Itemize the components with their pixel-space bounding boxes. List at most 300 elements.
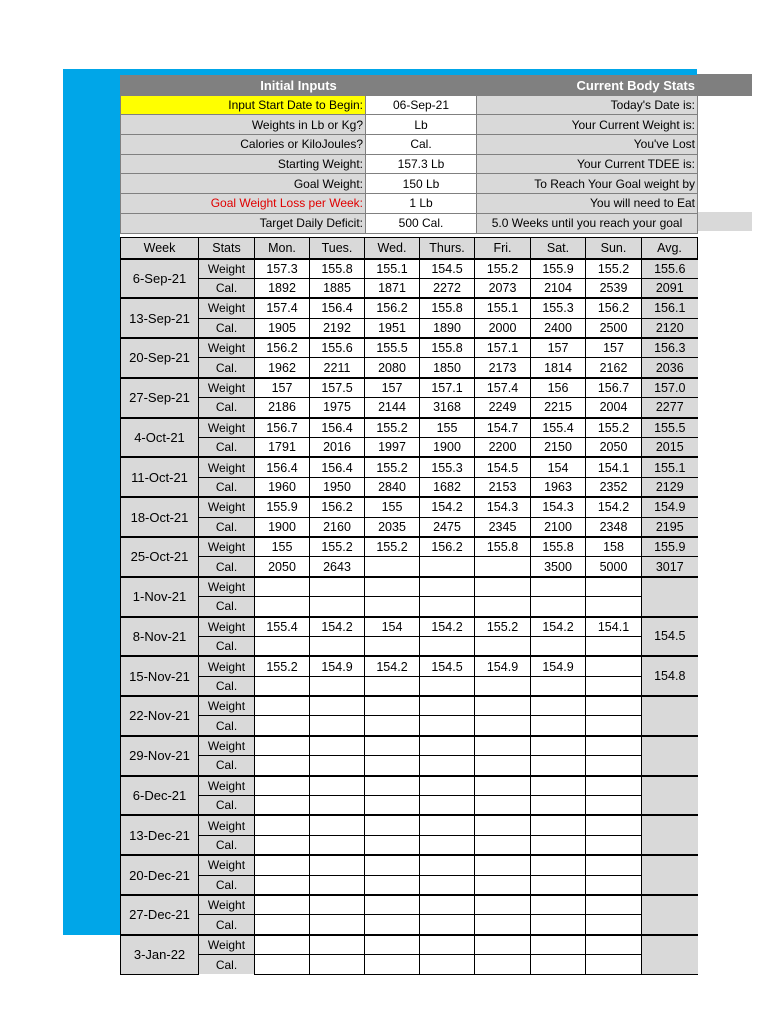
weight-cell[interactable]: 156.2 xyxy=(365,298,420,318)
calorie-cell[interactable] xyxy=(586,597,642,617)
stat-label-calories: Cal. xyxy=(199,636,255,656)
calorie-cell[interactable] xyxy=(255,796,310,816)
weight-cell[interactable] xyxy=(310,736,365,756)
calorie-cell[interactable] xyxy=(475,597,531,617)
calorie-cell[interactable] xyxy=(586,796,642,816)
stat-label-calories: Cal. xyxy=(199,955,255,974)
calorie-cell[interactable] xyxy=(365,597,420,617)
calorie-cell[interactable]: 2345 xyxy=(475,517,531,537)
calorie-cell[interactable] xyxy=(310,756,365,776)
weight-cell[interactable]: 155.2 xyxy=(586,259,642,279)
calorie-cell[interactable] xyxy=(365,915,420,935)
week-calorie-row xyxy=(121,477,698,497)
calorie-cell[interactable]: 2348 xyxy=(586,517,642,537)
calorie-cell[interactable]: 2050 xyxy=(586,438,642,458)
weight-cell[interactable] xyxy=(310,855,365,875)
calorie-cell[interactable] xyxy=(310,676,365,696)
weight-cell[interactable]: 156 xyxy=(531,378,586,398)
weight-cell[interactable]: 157 xyxy=(365,378,420,398)
weight-cell[interactable] xyxy=(310,577,365,597)
calorie-cell[interactable] xyxy=(310,875,365,895)
input-value-cell[interactable]: Cal. xyxy=(366,135,477,155)
weight-cell[interactable]: 156.2 xyxy=(586,298,642,318)
weight-cell[interactable]: 157 xyxy=(255,378,310,398)
weight-cell[interactable] xyxy=(365,776,420,796)
weight-cell[interactable]: 156.2 xyxy=(420,537,475,557)
weight-cell[interactable] xyxy=(531,577,586,597)
calorie-cell[interactable] xyxy=(310,955,365,974)
calorie-cell[interactable] xyxy=(586,835,642,855)
calorie-cell[interactable] xyxy=(475,676,531,696)
calorie-cell[interactable]: 2162 xyxy=(586,358,642,378)
weight-cell[interactable] xyxy=(586,935,642,955)
weight-cell[interactable] xyxy=(475,855,531,875)
column-header: Avg. xyxy=(642,237,698,259)
calorie-cell[interactable] xyxy=(365,756,420,776)
calorie-cell[interactable] xyxy=(310,915,365,935)
weight-cell[interactable]: 154.2 xyxy=(586,497,642,517)
week-calorie-row xyxy=(121,438,698,458)
weight-cell[interactable]: 154.2 xyxy=(310,617,365,637)
calorie-cell[interactable] xyxy=(586,955,642,974)
calorie-cell[interactable]: 2475 xyxy=(420,517,475,537)
weight-cell[interactable]: 154.9 xyxy=(475,656,531,676)
calorie-cell[interactable] xyxy=(586,676,642,696)
weight-cell[interactable]: 154.9 xyxy=(310,656,365,676)
calorie-cell[interactable] xyxy=(365,557,420,577)
weight-cell[interactable] xyxy=(420,895,475,915)
weight-cell[interactable] xyxy=(586,577,642,597)
calorie-cell[interactable] xyxy=(365,835,420,855)
calorie-cell[interactable] xyxy=(255,676,310,696)
calorie-cell[interactable] xyxy=(531,636,586,656)
calorie-cell[interactable]: 2352 xyxy=(586,477,642,497)
input-value-cell[interactable]: 1 Lb xyxy=(366,194,477,214)
weight-cell[interactable]: 154.5 xyxy=(420,259,475,279)
calorie-cell[interactable]: 2400 xyxy=(531,318,586,338)
calorie-cell[interactable] xyxy=(475,796,531,816)
weight-cell[interactable] xyxy=(310,815,365,835)
input-value-cell[interactable]: 157.3 Lb xyxy=(366,154,477,174)
weight-cell[interactable] xyxy=(420,935,475,955)
calorie-cell[interactable]: 1960 xyxy=(255,477,310,497)
weight-cell[interactable]: 155.1 xyxy=(475,298,531,318)
input-value-cell[interactable]: Lb xyxy=(366,115,477,135)
week-label: 20-Dec-21 xyxy=(121,855,199,895)
calorie-cell[interactable]: 2080 xyxy=(365,358,420,378)
weight-cell[interactable]: 155.8 xyxy=(420,338,475,358)
calorie-cell[interactable]: 2160 xyxy=(310,517,365,537)
stat-label-weight: Weight xyxy=(199,577,255,597)
stat-label-calories: Cal. xyxy=(199,318,255,338)
calorie-cell[interactable]: 3168 xyxy=(420,398,475,418)
weight-cell[interactable] xyxy=(531,736,586,756)
weight-cell[interactable]: 157.1 xyxy=(420,378,475,398)
calorie-cell[interactable]: 2016 xyxy=(310,438,365,458)
calorie-cell[interactable] xyxy=(420,835,475,855)
weight-cell[interactable]: 157.4 xyxy=(255,298,310,318)
weight-cell[interactable]: 156.2 xyxy=(255,338,310,358)
calorie-cell[interactable] xyxy=(420,915,475,935)
weight-cell[interactable] xyxy=(586,895,642,915)
week-weight-row xyxy=(121,418,698,438)
stat-label-calories: Cal. xyxy=(199,557,255,577)
calorie-cell[interactable]: 2249 xyxy=(475,398,531,418)
current-stat-label: You've Lost xyxy=(477,135,698,155)
week-label: 8-Nov-21 xyxy=(121,617,199,657)
calorie-cell[interactable]: 1900 xyxy=(255,517,310,537)
weight-cell[interactable]: 157.3 xyxy=(255,259,310,279)
weight-cell[interactable]: 155.2 xyxy=(310,537,365,557)
weight-cell[interactable]: 154.2 xyxy=(531,617,586,637)
weight-cell[interactable]: 154.2 xyxy=(365,656,420,676)
calorie-cell[interactable]: 2539 xyxy=(586,278,642,298)
calorie-cell[interactable]: 1892 xyxy=(255,278,310,298)
weight-cell[interactable]: 157.1 xyxy=(475,338,531,358)
calorie-cell[interactable]: 1950 xyxy=(310,477,365,497)
weight-cell[interactable] xyxy=(255,736,310,756)
weekly-tracker-table xyxy=(120,237,698,975)
calorie-cell[interactable] xyxy=(255,636,310,656)
calorie-cell[interactable]: 2035 xyxy=(365,517,420,537)
calorie-cell[interactable]: 1890 xyxy=(420,318,475,338)
weight-cell[interactable] xyxy=(310,895,365,915)
weight-cell[interactable] xyxy=(586,855,642,875)
weight-cell[interactable]: 154 xyxy=(531,457,586,477)
weight-cell[interactable] xyxy=(365,935,420,955)
input-value-cell[interactable]: 500 Cal. xyxy=(366,213,477,233)
calorie-cell[interactable]: 2100 xyxy=(531,517,586,537)
weight-cell[interactable]: 156.4 xyxy=(255,457,310,477)
weight-cell[interactable]: 155.8 xyxy=(475,537,531,557)
weight-cell[interactable] xyxy=(475,895,531,915)
weight-cell[interactable]: 155.2 xyxy=(475,259,531,279)
calorie-cell[interactable] xyxy=(475,557,531,577)
calorie-cell[interactable] xyxy=(531,756,586,776)
weight-cell[interactable] xyxy=(365,815,420,835)
weight-cell[interactable]: 155.6 xyxy=(310,338,365,358)
weight-cell[interactable] xyxy=(475,776,531,796)
calorie-cell[interactable] xyxy=(310,597,365,617)
calorie-cell[interactable]: 1871 xyxy=(365,278,420,298)
weight-cell[interactable]: 155.9 xyxy=(255,497,310,517)
weight-cell[interactable]: 154.1 xyxy=(586,617,642,637)
week-label: 27-Sep-21 xyxy=(121,378,199,418)
weight-cell[interactable]: 155.8 xyxy=(310,259,365,279)
weight-cell[interactable]: 155.5 xyxy=(365,338,420,358)
weight-cell[interactable] xyxy=(475,577,531,597)
week-calorie-row xyxy=(121,636,698,656)
input-row xyxy=(121,194,698,214)
stat-label-weight: Weight xyxy=(199,378,255,398)
weight-cell[interactable] xyxy=(586,815,642,835)
weight-cell[interactable]: 157.4 xyxy=(475,378,531,398)
weight-cell[interactable] xyxy=(420,696,475,716)
calorie-cell[interactable] xyxy=(255,875,310,895)
weight-cell[interactable] xyxy=(420,736,475,756)
weight-cell[interactable]: 155 xyxy=(365,497,420,517)
week-label: 6-Sep-21 xyxy=(121,259,199,299)
calorie-cell[interactable] xyxy=(531,597,586,617)
calorie-cell[interactable] xyxy=(420,955,475,974)
weight-cell[interactable]: 154.2 xyxy=(420,497,475,517)
weight-cell[interactable] xyxy=(531,855,586,875)
weight-cell[interactable]: 155.8 xyxy=(420,298,475,318)
calorie-cell[interactable] xyxy=(586,915,642,935)
weight-cell[interactable] xyxy=(420,855,475,875)
calorie-cell[interactable] xyxy=(531,716,586,736)
column-header: Wed. xyxy=(365,237,420,259)
calorie-cell[interactable] xyxy=(586,756,642,776)
calorie-cell[interactable] xyxy=(475,636,531,656)
weight-cell[interactable]: 154 xyxy=(365,617,420,637)
week-label: 27-Dec-21 xyxy=(121,895,199,935)
calorie-cell[interactable] xyxy=(531,835,586,855)
week-label: 15-Nov-21 xyxy=(121,656,199,696)
weight-cell[interactable] xyxy=(531,895,586,915)
calorie-cell[interactable] xyxy=(531,955,586,974)
weight-cell[interactable]: 155.4 xyxy=(531,418,586,438)
weight-cell[interactable] xyxy=(586,696,642,716)
weight-cell[interactable] xyxy=(365,855,420,875)
week-calorie-row xyxy=(121,597,698,617)
calorie-cell[interactable]: 1905 xyxy=(255,318,310,338)
week-label: 4-Oct-21 xyxy=(121,418,199,458)
stat-label-calories: Cal. xyxy=(199,676,255,696)
weight-average: 154.8 xyxy=(642,656,698,696)
calorie-cell[interactable] xyxy=(475,915,531,935)
calorie-cell[interactable] xyxy=(586,875,642,895)
weight-cell[interactable]: 155.3 xyxy=(531,298,586,318)
weight-cell[interactable] xyxy=(255,577,310,597)
weight-cell[interactable] xyxy=(475,736,531,756)
weight-cell[interactable] xyxy=(310,776,365,796)
weight-cell[interactable]: 154.3 xyxy=(531,497,586,517)
calorie-cell[interactable] xyxy=(586,716,642,736)
calorie-cell[interactable]: 2153 xyxy=(475,477,531,497)
calorie-cell[interactable]: 2173 xyxy=(475,358,531,378)
calorie-cell[interactable]: 1951 xyxy=(365,318,420,338)
spreadsheet xyxy=(120,75,697,972)
input-value-cell[interactable]: 06-Sep-21 xyxy=(366,95,477,115)
weight-cell[interactable] xyxy=(475,696,531,716)
calorie-cell[interactable] xyxy=(365,875,420,895)
weight-cell[interactable]: 156.4 xyxy=(310,298,365,318)
calorie-cell[interactable] xyxy=(531,676,586,696)
calorie-cell[interactable] xyxy=(365,716,420,736)
calorie-cell[interactable] xyxy=(420,557,475,577)
weight-cell[interactable]: 155.3 xyxy=(420,457,475,477)
weight-cell[interactable]: 154.9 xyxy=(531,656,586,676)
calorie-cell[interactable] xyxy=(310,636,365,656)
calorie-cell[interactable] xyxy=(475,875,531,895)
calorie-cell[interactable]: 1850 xyxy=(420,358,475,378)
calorie-cell[interactable] xyxy=(255,955,310,974)
stat-label-calories: Cal. xyxy=(199,875,255,895)
week-label: 13-Sep-21 xyxy=(121,298,199,338)
stat-label-weight: Weight xyxy=(199,815,255,835)
calorie-cell[interactable]: 1885 xyxy=(310,278,365,298)
calorie-cell[interactable]: 2150 xyxy=(531,438,586,458)
weight-cell[interactable] xyxy=(475,935,531,955)
weight-cell[interactable] xyxy=(586,736,642,756)
calorie-cell[interactable]: 1962 xyxy=(255,358,310,378)
weight-cell[interactable] xyxy=(365,577,420,597)
calorie-cell[interactable] xyxy=(420,756,475,776)
calorie-cell[interactable] xyxy=(420,597,475,617)
weight-cell[interactable] xyxy=(531,935,586,955)
weight-cell[interactable]: 155.2 xyxy=(586,418,642,438)
calorie-cell[interactable] xyxy=(420,636,475,656)
weight-cell[interactable] xyxy=(586,776,642,796)
weight-cell[interactable] xyxy=(531,696,586,716)
week-weight-row xyxy=(121,497,698,517)
weight-cell[interactable] xyxy=(365,696,420,716)
weight-cell[interactable]: 155.2 xyxy=(365,537,420,557)
table-header-row xyxy=(121,237,698,259)
weight-cell[interactable]: 154.5 xyxy=(475,457,531,477)
calorie-cell[interactable] xyxy=(310,796,365,816)
stat-label-calories: Cal. xyxy=(199,597,255,617)
weight-average xyxy=(642,895,698,935)
calorie-cell[interactable]: 1975 xyxy=(310,398,365,418)
calorie-cell[interactable] xyxy=(420,676,475,696)
calorie-cell[interactable] xyxy=(420,796,475,816)
weight-cell[interactable]: 154.7 xyxy=(475,418,531,438)
weight-average: 155.9 xyxy=(642,537,698,557)
weight-cell[interactable] xyxy=(586,656,642,676)
calorie-cell[interactable] xyxy=(255,716,310,736)
weight-cell[interactable] xyxy=(310,696,365,716)
weight-cell[interactable]: 156.2 xyxy=(310,497,365,517)
weight-cell[interactable]: 155 xyxy=(420,418,475,438)
initial-inputs-title: Initial Inputs xyxy=(121,76,477,96)
calorie-cell[interactable]: 2500 xyxy=(586,318,642,338)
weight-cell[interactable] xyxy=(255,815,310,835)
calorie-cell[interactable] xyxy=(531,875,586,895)
weight-cell[interactable] xyxy=(365,895,420,915)
calorie-cell[interactable] xyxy=(475,716,531,736)
weight-cell[interactable] xyxy=(255,895,310,915)
calorie-cell[interactable]: 5000 xyxy=(586,557,642,577)
calorie-cell[interactable] xyxy=(310,716,365,736)
weight-cell[interactable]: 155.2 xyxy=(365,457,420,477)
week-label: 18-Oct-21 xyxy=(121,497,199,537)
weight-cell[interactable]: 155.4 xyxy=(255,617,310,637)
calorie-cell[interactable] xyxy=(475,756,531,776)
calorie-cell[interactable]: 2144 xyxy=(365,398,420,418)
weight-cell[interactable]: 154.1 xyxy=(586,457,642,477)
calorie-cell[interactable]: 1963 xyxy=(531,477,586,497)
weight-cell[interactable]: 157 xyxy=(586,338,642,358)
input-label: Starting Weight: xyxy=(121,154,366,174)
calorie-cell[interactable]: 2211 xyxy=(310,358,365,378)
weight-cell[interactable] xyxy=(531,776,586,796)
weight-cell[interactable]: 155.1 xyxy=(365,259,420,279)
calorie-cell[interactable] xyxy=(365,676,420,696)
calorie-cell[interactable]: 2186 xyxy=(255,398,310,418)
calorie-cell[interactable]: 1682 xyxy=(420,477,475,497)
calorie-cell[interactable]: 1791 xyxy=(255,438,310,458)
calorie-cell[interactable] xyxy=(531,796,586,816)
weight-cell[interactable]: 154.3 xyxy=(475,497,531,517)
week-weight-row xyxy=(121,815,698,835)
weight-cell[interactable]: 154.5 xyxy=(420,656,475,676)
calorie-cell[interactable] xyxy=(365,636,420,656)
weight-cell[interactable]: 155.2 xyxy=(475,617,531,637)
calorie-cell[interactable] xyxy=(475,835,531,855)
calorie-cell[interactable]: 2840 xyxy=(365,477,420,497)
calorie-cell[interactable] xyxy=(365,796,420,816)
weight-cell[interactable] xyxy=(420,577,475,597)
stat-label-calories: Cal. xyxy=(199,756,255,776)
calorie-cell[interactable]: 1997 xyxy=(365,438,420,458)
calorie-cell[interactable]: 2192 xyxy=(310,318,365,338)
calorie-cell[interactable]: 2215 xyxy=(531,398,586,418)
weight-cell[interactable] xyxy=(310,935,365,955)
calorie-cell[interactable] xyxy=(420,716,475,736)
calorie-cell[interactable]: 2000 xyxy=(475,318,531,338)
calorie-cell[interactable] xyxy=(586,636,642,656)
calorie-cell[interactable] xyxy=(310,835,365,855)
calorie-cell[interactable]: 1814 xyxy=(531,358,586,378)
weight-cell[interactable] xyxy=(420,815,475,835)
weight-cell[interactable] xyxy=(365,736,420,756)
weight-cell[interactable] xyxy=(255,696,310,716)
weight-cell[interactable] xyxy=(420,776,475,796)
header-overflow xyxy=(697,74,752,96)
calorie-cell[interactable]: 2073 xyxy=(475,278,531,298)
weight-cell[interactable] xyxy=(531,815,586,835)
weight-cell[interactable]: 156.4 xyxy=(310,418,365,438)
weight-cell[interactable] xyxy=(255,776,310,796)
weight-cell[interactable]: 155.2 xyxy=(255,656,310,676)
weight-cell[interactable] xyxy=(475,815,531,835)
input-value-cell[interactable]: 150 Lb xyxy=(366,174,477,194)
calorie-cell[interactable] xyxy=(255,756,310,776)
calorie-cell[interactable]: 2643 xyxy=(310,557,365,577)
weight-cell[interactable]: 155.8 xyxy=(531,537,586,557)
calorie-cell[interactable]: 2200 xyxy=(475,438,531,458)
weight-cell[interactable]: 156.4 xyxy=(310,457,365,477)
weight-cell[interactable]: 156.7 xyxy=(586,378,642,398)
calorie-cell[interactable]: 2272 xyxy=(420,278,475,298)
calorie-cell[interactable]: 2104 xyxy=(531,278,586,298)
calorie-cell[interactable]: 3500 xyxy=(531,557,586,577)
calorie-cell[interactable] xyxy=(255,915,310,935)
weight-cell[interactable]: 155 xyxy=(255,537,310,557)
calorie-cell[interactable] xyxy=(255,597,310,617)
calorie-cell[interactable]: 2004 xyxy=(586,398,642,418)
weight-cell[interactable]: 156.7 xyxy=(255,418,310,438)
weight-cell[interactable] xyxy=(255,935,310,955)
weight-cell[interactable]: 157.5 xyxy=(310,378,365,398)
calorie-cell[interactable]: 1900 xyxy=(420,438,475,458)
calorie-cell[interactable] xyxy=(255,835,310,855)
weight-cell[interactable]: 154.2 xyxy=(420,617,475,637)
weight-cell[interactable]: 155.2 xyxy=(365,418,420,438)
weight-cell[interactable] xyxy=(255,855,310,875)
calorie-cell[interactable] xyxy=(420,875,475,895)
weight-cell[interactable]: 155.9 xyxy=(531,259,586,279)
calorie-cell[interactable] xyxy=(531,915,586,935)
calorie-cell[interactable] xyxy=(475,955,531,974)
weight-average: 154.5 xyxy=(642,617,698,657)
weight-cell[interactable]: 157 xyxy=(531,338,586,358)
calorie-cell[interactable]: 2050 xyxy=(255,557,310,577)
calorie-cell[interactable] xyxy=(365,955,420,974)
weight-cell[interactable]: 158 xyxy=(586,537,642,557)
